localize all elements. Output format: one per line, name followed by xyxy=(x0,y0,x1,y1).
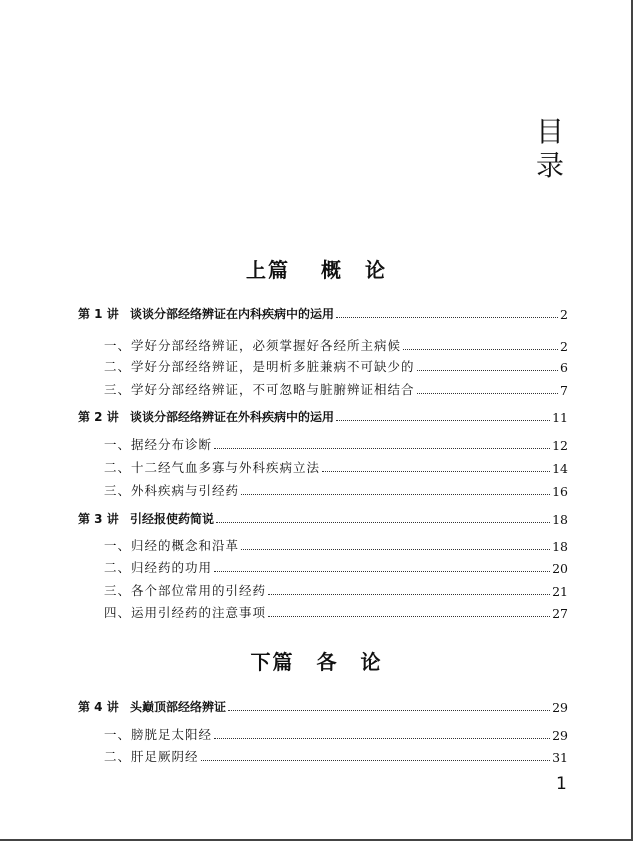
page-ref: 7 xyxy=(560,383,568,398)
toc-section[interactable] xyxy=(104,723,568,743)
page-ref: 18 xyxy=(552,539,568,554)
toc-section[interactable] xyxy=(104,433,568,453)
toc-chapter[interactable] xyxy=(78,302,568,322)
leader-dots xyxy=(214,737,550,739)
toc-section[interactable] xyxy=(104,479,568,499)
leader-dots xyxy=(322,470,550,472)
page-ref: 20 xyxy=(552,561,568,576)
section-title: 三、学好分部经络辨证，不可忽略与脏腑辨证相结合 xyxy=(104,382,415,397)
page-ref: 2 xyxy=(560,307,568,322)
chapter-number: 第 2 讲 xyxy=(78,410,119,424)
chapter-number: 第 4 讲 xyxy=(78,700,119,714)
section-title: 三、各个部位常用的引经药 xyxy=(104,583,267,598)
leader-dots xyxy=(417,369,559,371)
section-title: 一、归经的概念和沿革 xyxy=(104,538,240,553)
toc-section[interactable] xyxy=(104,378,568,398)
part-heading-upper: 上篇 概 论 xyxy=(246,258,387,282)
section-title: 四、运用引经药的注意事项 xyxy=(104,605,267,620)
page-ref: 6 xyxy=(560,360,568,375)
page-ref: 31 xyxy=(552,750,568,765)
chapter-title: 引经报使药简说 xyxy=(130,512,215,526)
page-number: 1 xyxy=(556,774,567,794)
leader-dots xyxy=(268,593,550,595)
page-ref: 16 xyxy=(552,484,568,499)
section-title: 一、膀胱足太阳经 xyxy=(104,727,213,742)
toc-section[interactable] xyxy=(104,534,568,554)
page-ref: 29 xyxy=(552,728,568,743)
page-ref: 29 xyxy=(552,700,568,715)
toc-section[interactable] xyxy=(104,355,568,375)
section-title: 二、肝足厥阴经 xyxy=(104,749,199,764)
section-title: 一、学好分部经络辨证，必须掌握好各经所主病候 xyxy=(104,338,402,353)
toc-section[interactable] xyxy=(104,745,568,765)
leader-dots xyxy=(268,615,550,617)
leader-dots xyxy=(241,493,550,495)
toc-chapter[interactable] xyxy=(78,695,568,715)
leader-dots xyxy=(214,447,550,449)
page-ref: 18 xyxy=(552,512,568,527)
chapter-number: 第 3 讲 xyxy=(78,512,119,526)
section-title: 一、据经分布诊断 xyxy=(104,437,213,452)
page-ref: 21 xyxy=(552,584,568,599)
leader-dots xyxy=(336,316,558,318)
leader-dots xyxy=(201,759,551,761)
leader-dots xyxy=(216,521,550,523)
section-title: 二、十二经气血多寡与外科疾病立法 xyxy=(104,460,321,475)
leader-dots xyxy=(403,348,558,350)
toc-section[interactable] xyxy=(104,456,568,476)
chapter-title: 谈谈分部经络辨证在内科疾病中的运用 xyxy=(130,307,335,321)
section-title: 二、学好分部经络辨证，是明析多脏兼病不可缺少的 xyxy=(104,359,415,374)
page-ref: 27 xyxy=(552,606,568,621)
toc-chapter[interactable] xyxy=(78,405,568,425)
toc-section[interactable] xyxy=(104,556,568,576)
toc-section[interactable] xyxy=(104,601,568,621)
page-ref: 14 xyxy=(552,461,568,476)
page-ref: 12 xyxy=(552,438,568,453)
toc-section[interactable] xyxy=(104,334,568,354)
chapter-number: 第 1 讲 xyxy=(78,307,119,321)
section-title: 三、外科疾病与引经药 xyxy=(104,483,240,498)
page-ref: 11 xyxy=(552,410,568,425)
page-title-char-1: 目 xyxy=(536,115,565,148)
leader-dots xyxy=(214,570,550,572)
part-heading-lower: 下篇 各 论 xyxy=(250,650,383,674)
leader-dots xyxy=(228,709,550,711)
toc-chapter[interactable] xyxy=(78,507,568,527)
leader-dots xyxy=(417,392,559,394)
page-title-char-2: 录 xyxy=(536,149,565,182)
section-title: 二、归经药的功用 xyxy=(104,560,213,575)
leader-dots xyxy=(241,548,550,550)
chapter-title: 头巅顶部经络辨证 xyxy=(130,700,227,714)
leader-dots xyxy=(336,419,550,421)
chapter-title: 谈谈分部经络辨证在外科疾病中的运用 xyxy=(130,410,335,424)
toc-section[interactable] xyxy=(104,579,568,599)
page-ref: 2 xyxy=(560,339,568,354)
